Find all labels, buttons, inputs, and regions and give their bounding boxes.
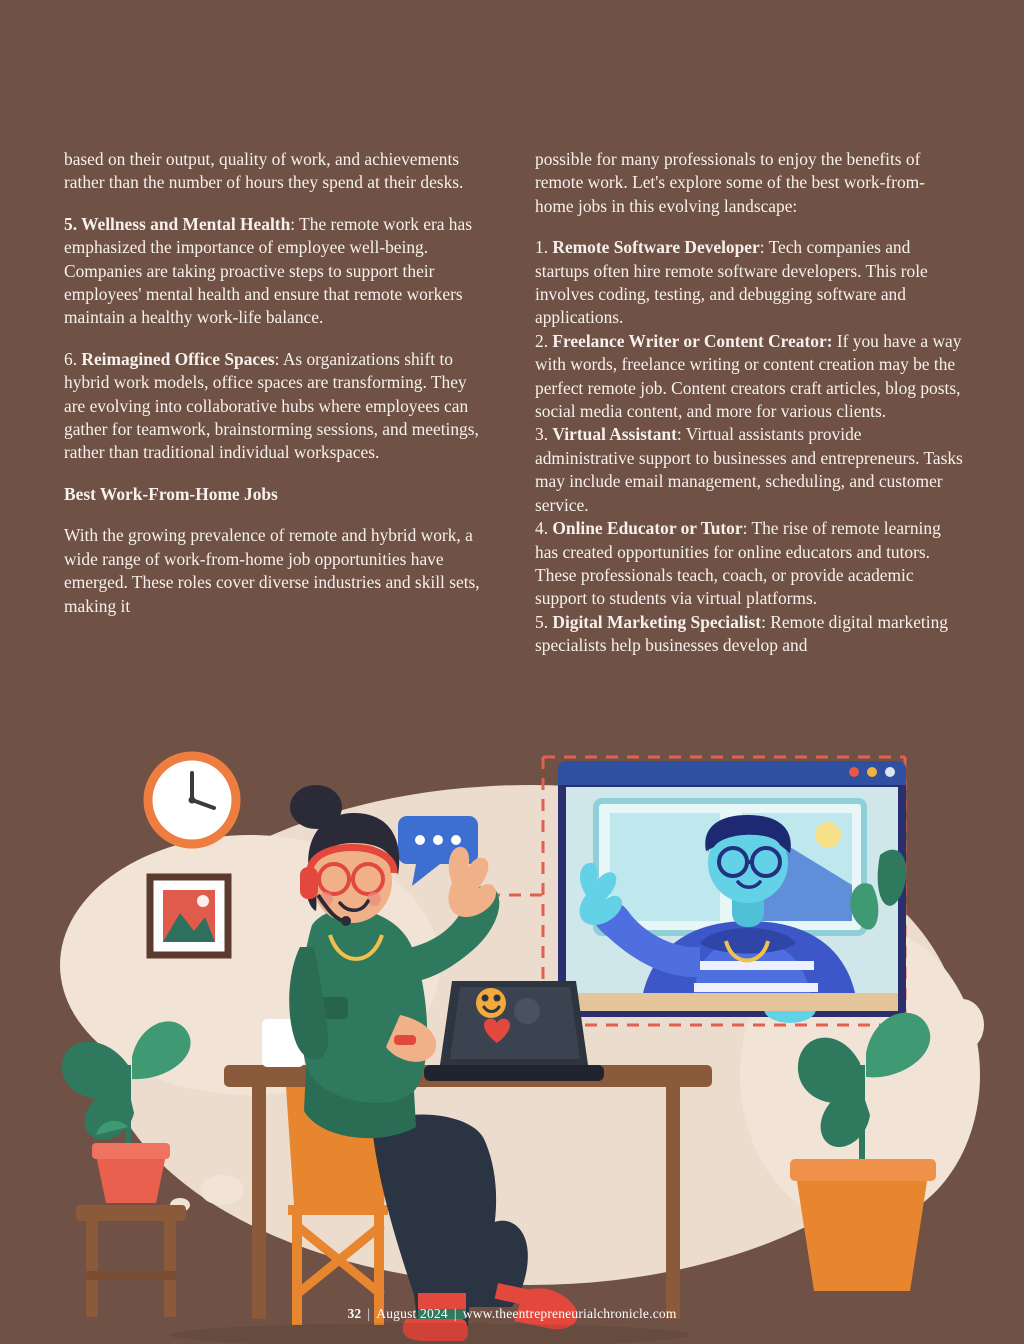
right-column	[535, 148, 963, 658]
page-footer	[0, 1306, 1024, 1322]
remote-work-illustration	[0, 735, 1024, 1344]
office-spaces-paragraph	[64, 348, 492, 465]
section-subheading: Best Work-From-Home Jobs	[64, 483, 278, 504]
job-text: : Tech companies and startups often hire remote software developers. This role involves coding, testing, and debugging software and applications.	[535, 237, 928, 328]
job-number: 5.	[535, 611, 553, 632]
laptop	[424, 981, 604, 1081]
job-label: Online Educator or Tutor	[552, 518, 743, 539]
job-number: 4.	[535, 518, 553, 539]
paragraph-continued-right: possible for many professionals to enjoy the benefits of remote work. Let's explore some of the best work-from-home jobs in this evolving landscape:	[535, 149, 925, 216]
job-label: Freelance Writer or Content Creator:	[552, 330, 833, 351]
job-item	[535, 517, 963, 611]
office-spaces-label: Reimagined Office Spaces	[81, 348, 275, 369]
job-text: If you have a way with words, freelance writing or content creation may be the perfect remote job. Content creators craft articles, blog posts, social media content, and more for various clients.	[535, 330, 962, 422]
wellness-text: : The remote work era has emphasized the importance of employee well-being. Companies are taking proactive steps to support their employees' mental health and ensure that remote workers maintain a healthy work-life balance.	[64, 213, 472, 328]
job-text: : Virtual assistants provide administrative support to businesses and entrepreneurs. Tasks may include email management, scheduling, and customer service.	[535, 424, 963, 515]
page-number: 32	[347, 1306, 362, 1321]
job-item	[535, 423, 963, 517]
job-number: 2.	[535, 330, 553, 351]
wellness-paragraph	[64, 213, 492, 330]
stool	[76, 1205, 186, 1317]
job-label: Remote Software Developer	[552, 237, 760, 258]
footer-separator: |	[367, 1306, 371, 1321]
wellness-label: 5. Wellness and Mental Health	[64, 213, 291, 234]
job-number: 1.	[535, 237, 553, 258]
job-text: : The rise of remote learning has created opportunities for online educators and tutors. These professionals teach, coach, or provide academic support to students via virtual platforms.	[535, 518, 941, 609]
job-item	[535, 611, 963, 658]
job-item	[535, 330, 963, 424]
job-number: 3.	[535, 424, 553, 445]
paragraph-continued: based on their output, quality of work, and achievements rather than the number of hours they spend at their desks.	[64, 149, 464, 193]
closing-paragraph: With the growing prevalence of remote and hybrid work, a wide range of work-from-home job opportunities have emerged. These roles cover diverse industries and skill sets, making it	[64, 525, 480, 616]
job-text: : Remote digital marketing specialists help businesses develop and	[535, 611, 948, 656]
job-label: Virtual Assistant	[552, 424, 677, 445]
left-column	[64, 148, 492, 658]
video-call-screen	[558, 761, 906, 1023]
issue-date: August 2024	[376, 1306, 448, 1321]
job-item	[535, 236, 963, 330]
article-body	[64, 148, 964, 658]
jobs-list	[535, 236, 963, 657]
job-label: Digital Marketing Specialist	[552, 611, 762, 632]
wall-clock	[148, 756, 236, 844]
website-url[interactable]: www.theentrepreneurialchronicle.com	[462, 1306, 677, 1321]
framed-picture	[150, 877, 228, 955]
office-spaces-text: : As organizations shift to hybrid work models, office spaces are transforming. They are evolving into collaborative hubs where employees can gather for teamwork, brainstorming sessions, and meetings, rather than traditional individual workspaces.	[64, 348, 479, 463]
footer-separator: |	[453, 1306, 457, 1321]
office-spaces-number: 6.	[64, 348, 82, 369]
